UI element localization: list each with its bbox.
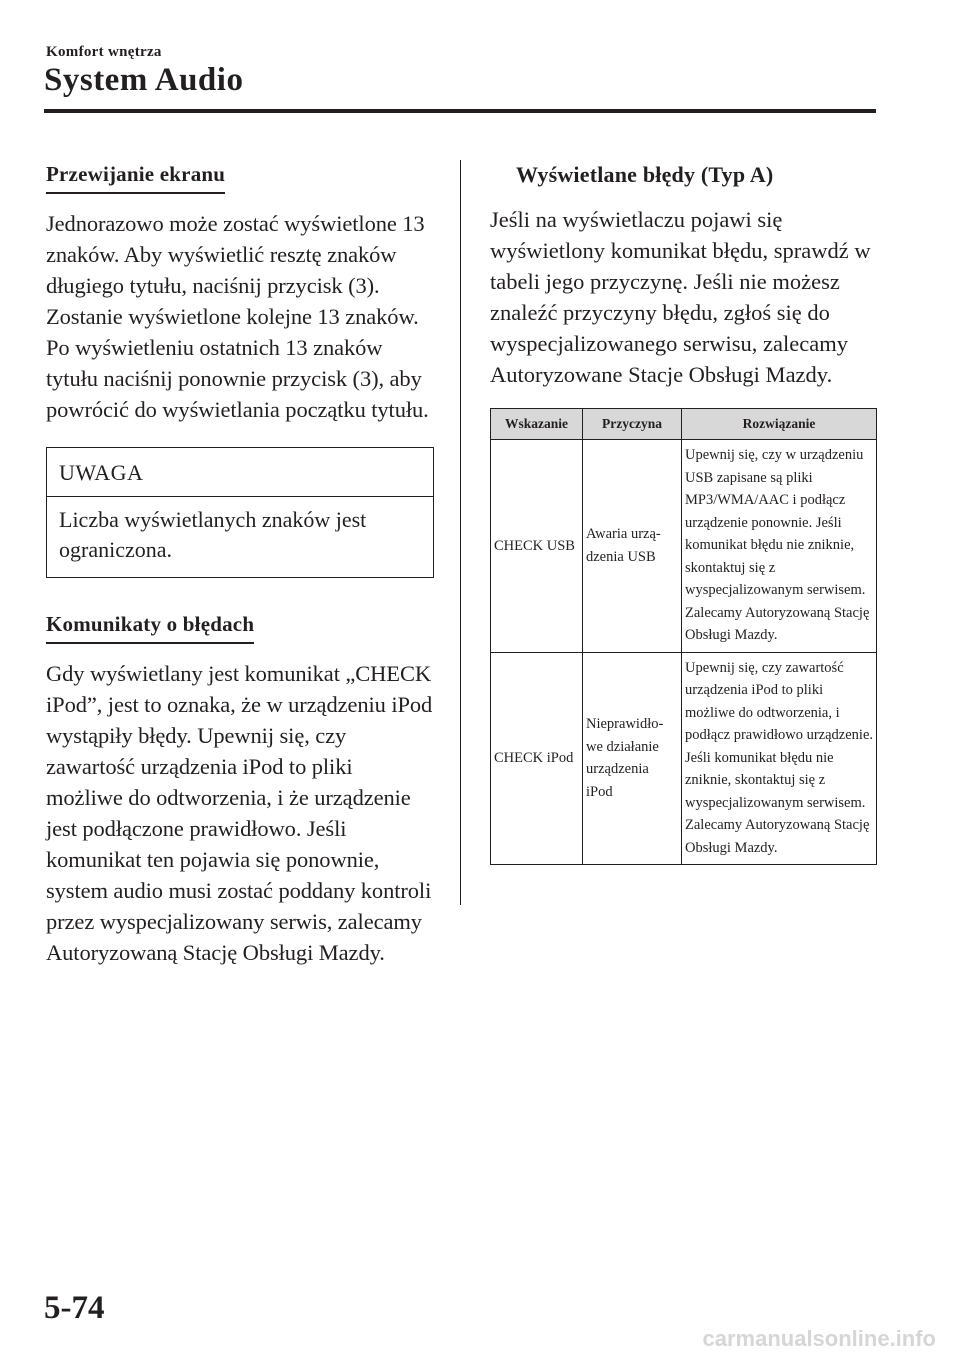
page-title: System Audio bbox=[44, 62, 244, 98]
note-box bbox=[46, 447, 434, 578]
column-divider bbox=[460, 160, 461, 905]
watermark[interactable]: carmanualsonline.info bbox=[702, 1326, 936, 1351]
section-label: Komfort wnętrza bbox=[46, 44, 162, 60]
indication-cell: CHECK iPod bbox=[491, 652, 583, 865]
header-rule bbox=[44, 109, 876, 113]
indication-cell: CHECK USB bbox=[491, 440, 583, 653]
scroll-paragraph: Jednorazowo może zostać wyświetlone 13 znaków. Aby wyświetlić resztę znaków długiego tytułu, naciśnij przycisk (3). Zostanie wyświetlone kolejne 13 znaków. Po wyświetleniu ostatnich 13 znaków tytułu naciśnij ponownie przycisk (3), aby powrócić do wyświetlania początku tytułu. bbox=[46, 211, 429, 422]
left-column bbox=[46, 162, 434, 968]
error-types-intro: Jeśli na wyświetlaczu pojawi się wyświetlony komunikat błędu, sprawdź w tabeli jego przyczynę. Jeśli nie możesz znaleźć przyczyny błędu, zgłoś się do wyspecjalizowanego serwisu, zalecamy Autoryzowane Stacje Obsługi Mazdy. bbox=[490, 207, 871, 387]
solution-cell: Upewnij się, czy w urządzeniu USB zapisane są pliki MP3/WMA/AAC i podłącz urządzenie ponownie. Jeśli komunikat błędu nie zniknie, skontaktuj się z wyspecjalizowanym serwisem. Zalecamy Autoryzowaną Stację Obsługi Mazdy. bbox=[682, 440, 877, 653]
header-cause: Przyczyna bbox=[583, 409, 682, 440]
errors-paragraph: Gdy wyświetlany jest komunikat „CHECK iPod”, jest to oznaka, że w urządzeniu iPod wystąpiły błędy. Upewnij się, czy zawartość urządzenia iPod to pliki możliwe do odtworzenia, i że urządzenie jest podłączone prawidłowo. Jeśli komunikat ten pojawia się ponownie, system audio musi zostać poddany kontroli przez wyspecjalizowany serwis, zalecamy Autoryzowaną Stację Obsługi Mazdy. bbox=[46, 661, 433, 965]
right-column bbox=[490, 162, 876, 865]
solution-cell: Upewnij się, czy zawartość urządzenia iPod to pliki możliwe do odtworzenia, i podłącz prawidłowo urządzenie. Jeśli komunikat błędu nie zniknie, skontaktuj się z wyspecjalizowanym serwisem. Zalecamy Autoryzowaną Stację Obsługi Mazdy. bbox=[682, 652, 877, 865]
page-number: 5-74 bbox=[44, 1290, 105, 1326]
table-row bbox=[491, 652, 877, 865]
scroll-heading: Przewijanie ekranu bbox=[46, 162, 225, 194]
note-title: UWAGA bbox=[47, 448, 433, 497]
error-types-heading: Wyświetlane błędy (Typ A) bbox=[516, 162, 774, 187]
note-text: Liczba wyświetlanych znaków jest ograniczona. bbox=[59, 507, 367, 562]
header-indication: Wskazanie bbox=[491, 409, 583, 440]
header-solution: Rozwiązanie bbox=[682, 409, 877, 440]
table-row bbox=[491, 440, 877, 653]
table-header-row bbox=[491, 409, 877, 440]
cause-cell: Nieprawidło-we działanie urządzenia iPod bbox=[583, 652, 682, 865]
error-table bbox=[490, 408, 877, 865]
errors-heading: Komunikaty o błędach bbox=[46, 612, 254, 644]
cause-cell: Awaria urzą-dzenia USB bbox=[583, 440, 682, 653]
